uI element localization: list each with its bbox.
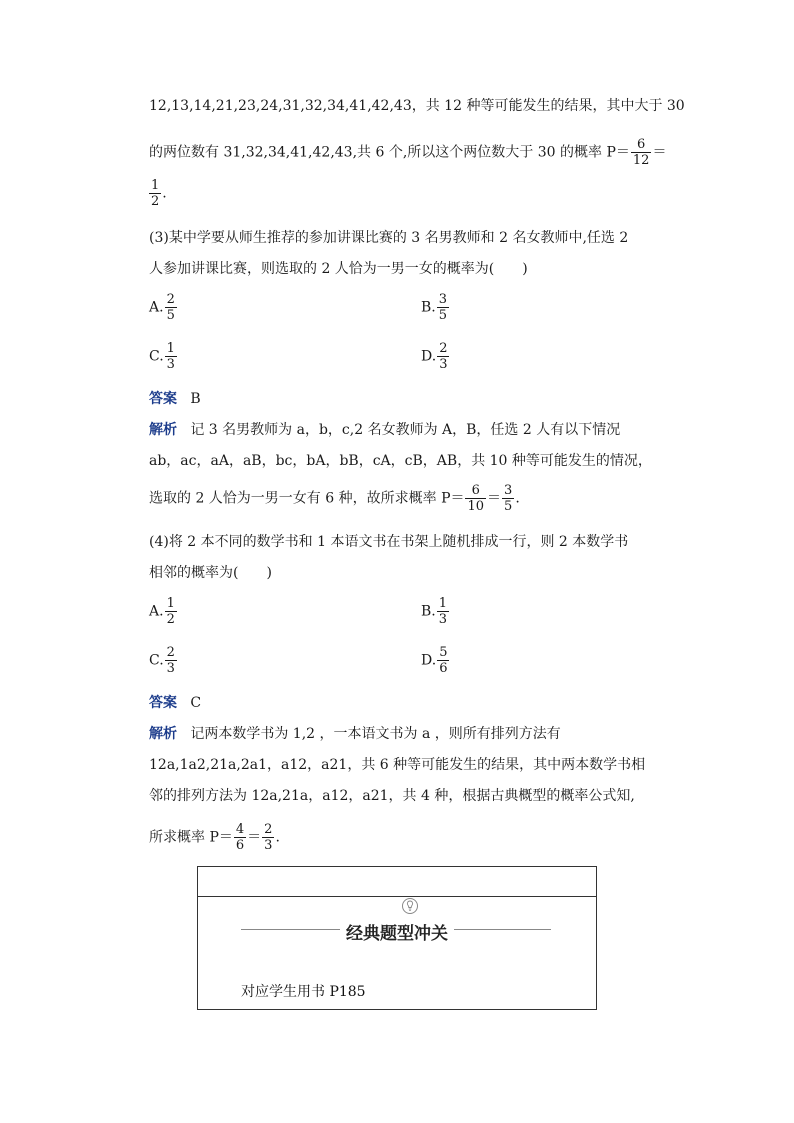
fraction bbox=[165, 645, 177, 676]
fraction-denominator: 5 bbox=[166, 308, 175, 323]
fraction-denominator: 3 bbox=[166, 661, 175, 676]
fraction bbox=[631, 137, 652, 168]
analysis-line bbox=[149, 420, 620, 440]
option-letter: B. bbox=[421, 299, 436, 316]
fraction-denominator: 3 bbox=[439, 357, 448, 372]
answer-value: B bbox=[190, 391, 201, 407]
fraction-numerator: 2 bbox=[439, 341, 448, 356]
fraction-numerator: 3 bbox=[504, 483, 513, 498]
option-a bbox=[149, 292, 178, 323]
fraction bbox=[437, 341, 449, 372]
option-letter: D. bbox=[421, 652, 437, 669]
section-title-text: 经典题型冲关 bbox=[340, 924, 454, 944]
question-3-line: (3)某中学要从师生推荐的参加讲课比赛的 3 名男教师和 2 名女教师中,任选 2 bbox=[149, 230, 629, 246]
equals-sign: ＝ bbox=[487, 490, 502, 507]
option-d bbox=[421, 645, 450, 676]
fraction-numerator: 6 bbox=[465, 483, 486, 499]
option-c bbox=[149, 645, 178, 676]
lightbulb-icon bbox=[401, 897, 419, 915]
period: . bbox=[515, 490, 520, 507]
fraction-numerator: 1 bbox=[166, 341, 175, 356]
answer-line bbox=[149, 389, 201, 409]
fraction-numerator: 1 bbox=[151, 178, 160, 193]
analysis-line bbox=[149, 483, 520, 514]
fraction bbox=[165, 292, 177, 323]
fraction-numerator: 5 bbox=[439, 645, 448, 660]
option-letter: A. bbox=[149, 603, 164, 620]
fraction bbox=[437, 645, 449, 676]
analysis-line: ab，ac，aA，aB，bc，bA，bB，cA，cB，AB，共 10 种等可能发生的情况， bbox=[149, 453, 652, 469]
option-letter: D. bbox=[421, 348, 437, 365]
fraction bbox=[149, 178, 161, 209]
option-b bbox=[421, 292, 450, 323]
fraction bbox=[262, 822, 274, 853]
divider bbox=[198, 896, 596, 897]
option-c bbox=[149, 341, 178, 372]
fraction-numerator: 2 bbox=[264, 822, 273, 837]
fraction bbox=[465, 483, 486, 514]
analysis-label: 解析 bbox=[149, 422, 177, 438]
question-4-line: (4)将 2 本不同的数学书和 1 本语文书在书架上随机排成一行，则 2 本数学书 bbox=[149, 534, 629, 550]
fraction-numerator: 4 bbox=[235, 822, 245, 837]
answer-label: 答案 bbox=[149, 391, 177, 407]
period: . bbox=[275, 829, 280, 846]
fraction-denominator: 5 bbox=[438, 308, 448, 323]
equals-sign: ＝ bbox=[652, 144, 667, 161]
answer-label: 答案 bbox=[149, 695, 177, 711]
fraction-denominator: 3 bbox=[438, 612, 448, 627]
analysis-line bbox=[149, 822, 280, 853]
fraction bbox=[165, 341, 177, 372]
analysis-text: 记 3 名男教师为 a，b，c,2 名女教师为 A，B，任选 2 人有以下情况 bbox=[190, 422, 621, 438]
text-line bbox=[148, 178, 167, 209]
fraction-denominator: 6 bbox=[439, 661, 448, 676]
analysis-line: 邻的排列方法为 12a,21a，a12，a21，共 4 种，根据古典概型的概率公式知, bbox=[149, 788, 635, 804]
fraction-denominator: 3 bbox=[264, 838, 273, 853]
option-letter: A. bbox=[149, 299, 164, 316]
section-banner-box bbox=[197, 866, 597, 1010]
fraction bbox=[234, 822, 246, 853]
option-b bbox=[421, 596, 450, 627]
fraction-numerator: 3 bbox=[438, 292, 448, 307]
fraction-numerator: 2 bbox=[166, 645, 175, 660]
fraction-denominator: 2 bbox=[166, 612, 175, 627]
analysis-line bbox=[149, 724, 561, 744]
period: . bbox=[162, 185, 167, 202]
fraction-denominator: 5 bbox=[504, 499, 513, 514]
fraction-denominator: 12 bbox=[632, 153, 650, 168]
option-d bbox=[421, 341, 450, 372]
analysis-text: 所求概率 P＝ bbox=[149, 829, 233, 846]
question-4-line: 相邻的概率为( ) bbox=[149, 565, 272, 581]
fraction bbox=[437, 292, 449, 323]
option-letter: C. bbox=[149, 348, 164, 365]
fraction-denominator: 10 bbox=[467, 499, 485, 514]
option-letter: C. bbox=[149, 652, 164, 669]
fraction-denominator: 6 bbox=[235, 838, 245, 853]
analysis-line: 12a,1a2,21a,2a1，a12，a21，共 6 种等可能发生的结果，其中两本数学书相 bbox=[149, 757, 646, 773]
answer-value: C bbox=[190, 695, 202, 711]
fraction bbox=[165, 596, 177, 627]
option-a bbox=[149, 596, 178, 627]
book-reference: 对应学生用书 P185 bbox=[241, 984, 366, 1000]
text-span: 的两位数有 31,32,34,41,42,43,共 6 个,所以这个两位数大于 30 的概率 P＝ bbox=[149, 144, 630, 161]
fraction-denominator: 3 bbox=[166, 357, 175, 372]
text-line bbox=[149, 137, 666, 168]
equals-sign: ＝ bbox=[247, 829, 262, 846]
section-title bbox=[198, 919, 596, 944]
analysis-text: 选取的 2 人恰为一男一女有 6 种，故所求概率 P＝ bbox=[149, 490, 465, 507]
question-3-line: 人参加讲课比赛，则选取的 2 人恰为一男一女的概率为( ) bbox=[149, 261, 528, 277]
answer-line bbox=[149, 693, 201, 713]
text-line: 12,13,14,21,23,24,31,32,34,41,42,43，共 12 种等可能发生的结果，其中大于 30 bbox=[149, 98, 685, 114]
fraction-numerator: 1 bbox=[166, 596, 175, 611]
analysis-text: 记两本数学书为 1,2 ，一本语文书为 a ，则所有排列方法有 bbox=[190, 726, 561, 742]
analysis-label: 解析 bbox=[149, 726, 177, 742]
fraction-numerator: 2 bbox=[166, 292, 175, 307]
fraction-denominator: 2 bbox=[151, 194, 160, 209]
fraction-numerator: 6 bbox=[631, 137, 652, 153]
fraction bbox=[437, 596, 449, 627]
option-letter: B. bbox=[421, 603, 436, 620]
fraction-numerator: 1 bbox=[438, 596, 448, 611]
fraction bbox=[502, 483, 514, 514]
